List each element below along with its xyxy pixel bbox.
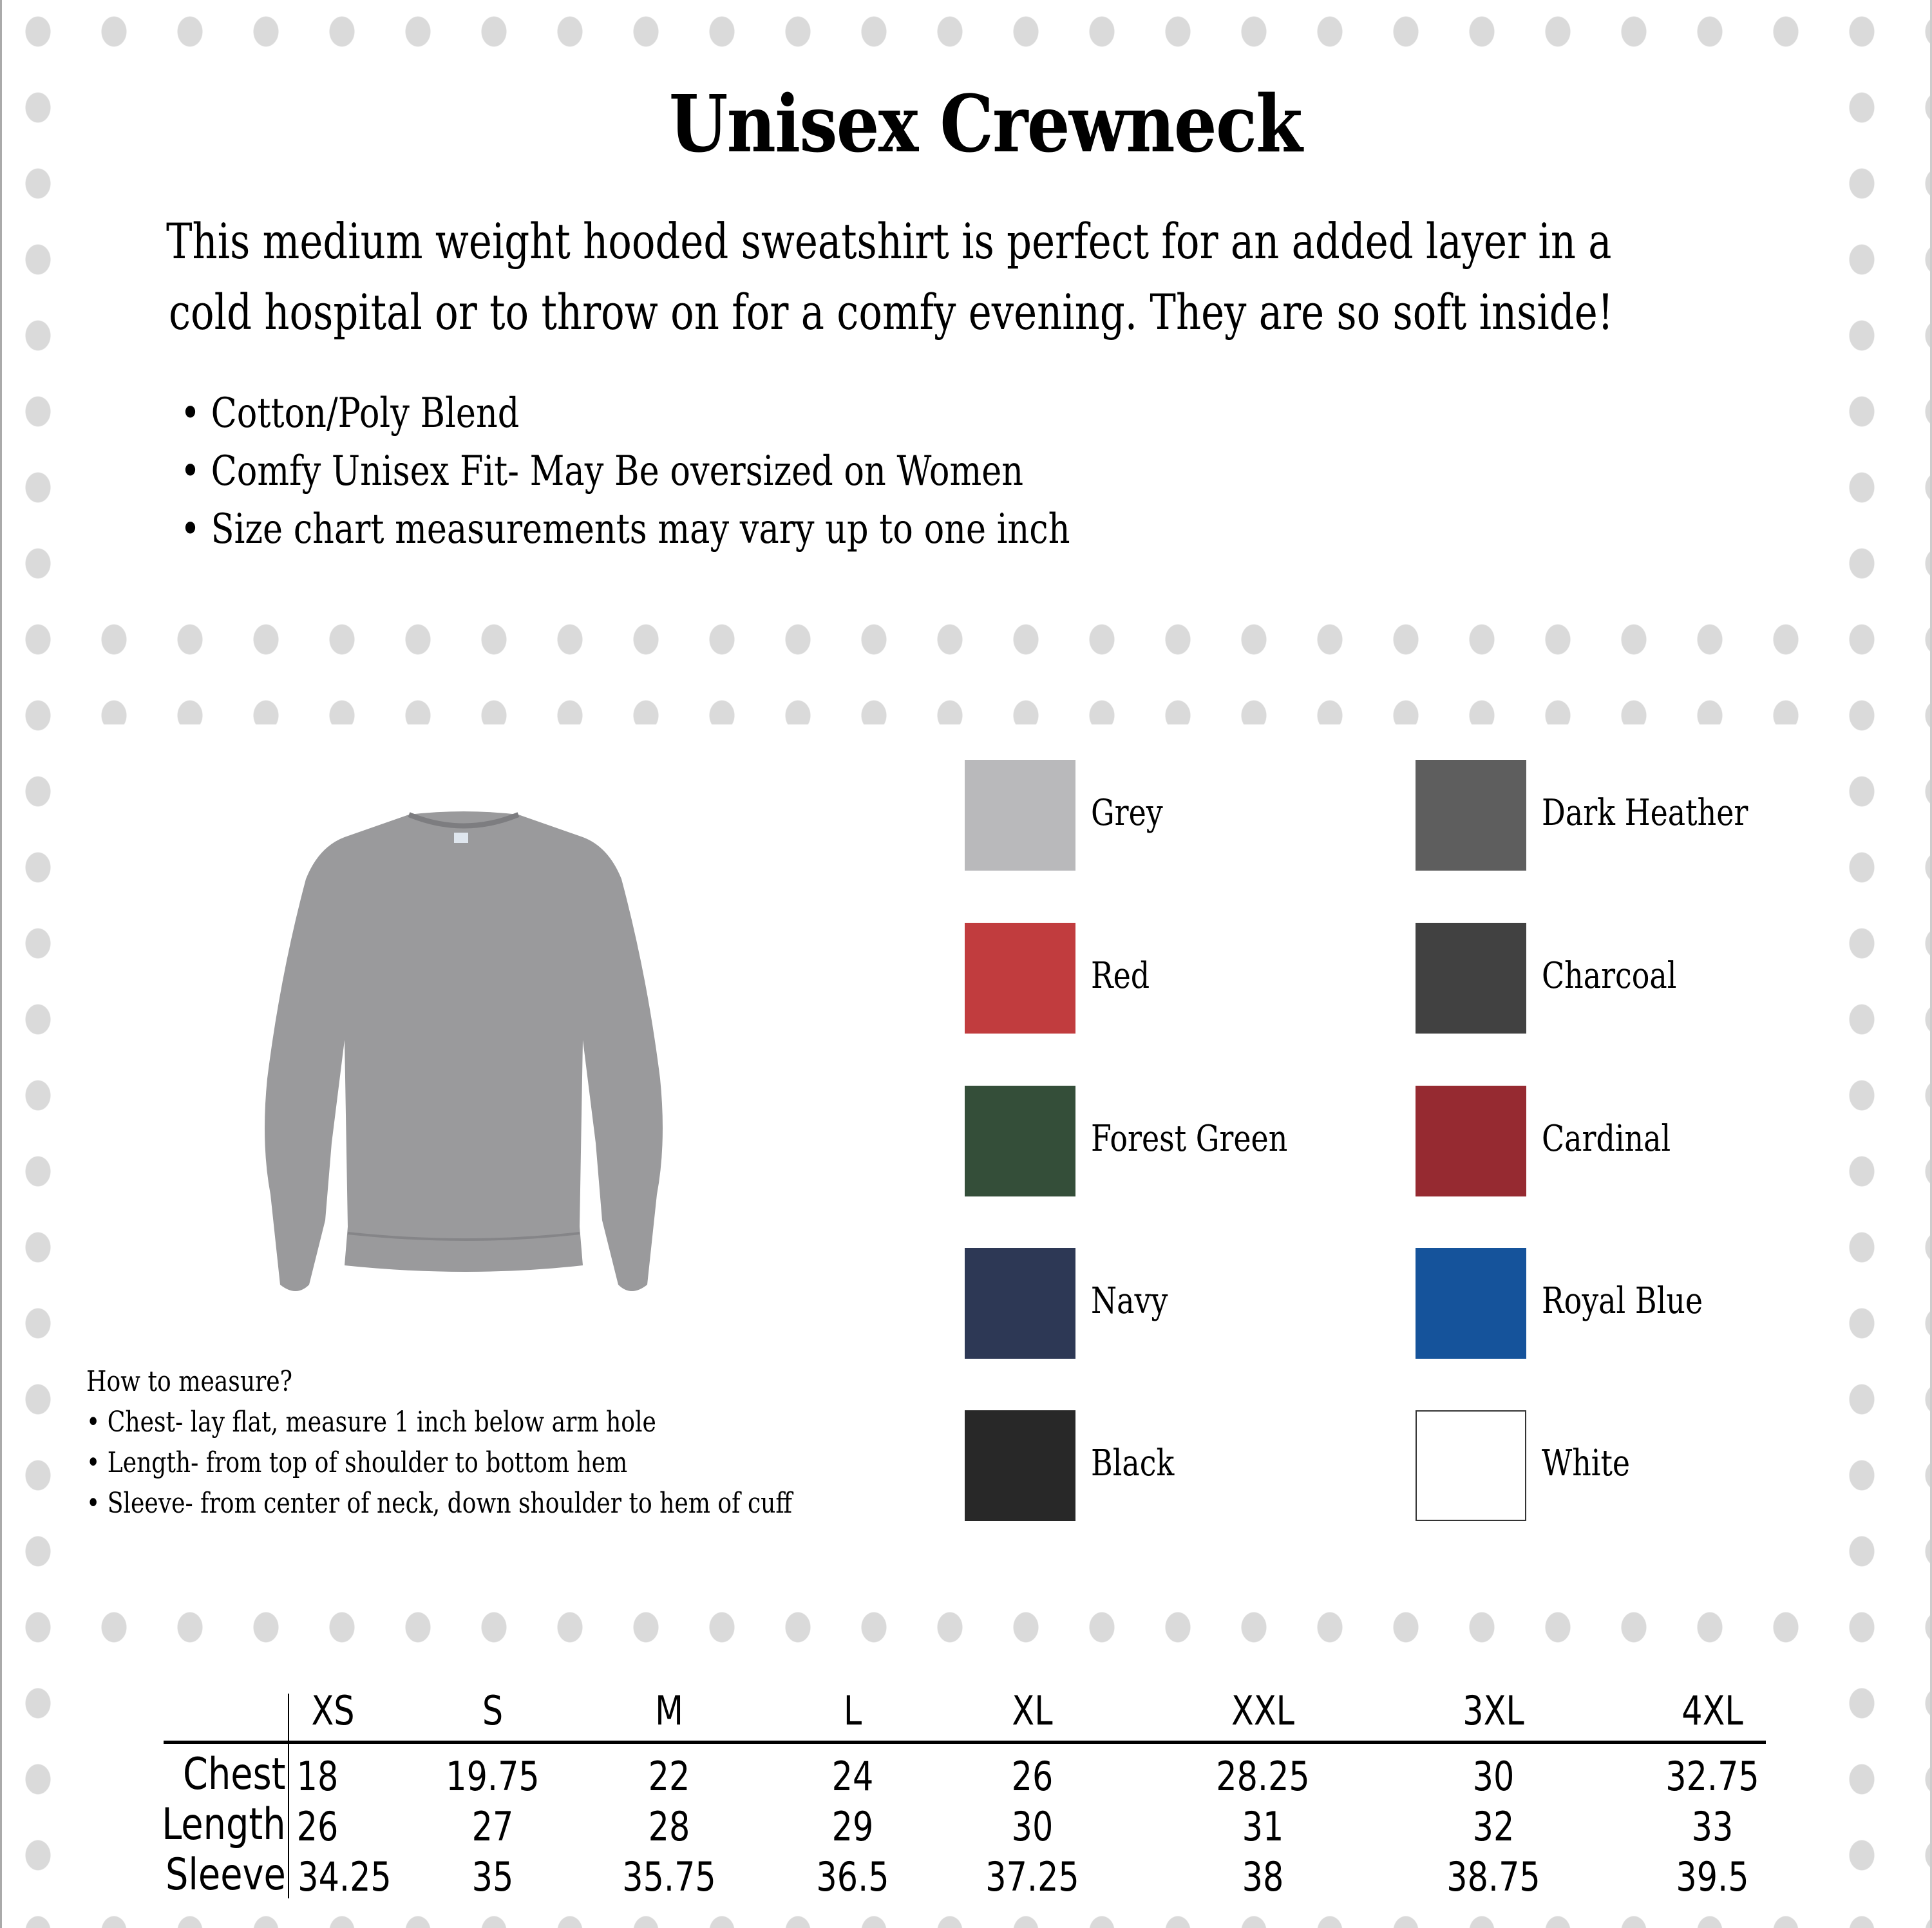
- measurement-cell: 19.75: [446, 1753, 540, 1800]
- measure-instruction: • Length- from top of shoulder to bottom hem: [86, 1446, 628, 1479]
- measurement-label: Length: [162, 1799, 286, 1850]
- color-label: White: [1542, 1442, 1631, 1484]
- size-header: S: [482, 1687, 504, 1734]
- size-header: XL: [1012, 1687, 1053, 1734]
- measurement-cell: 26: [1011, 1753, 1054, 1800]
- size-header: XS: [311, 1687, 355, 1734]
- page-title: Unisex Crewneck: [668, 77, 1302, 170]
- feature-text: Comfy Unisex Fit- May Be oversized on Women: [211, 448, 1024, 495]
- measurement-cell: 30: [1011, 1803, 1054, 1850]
- measurement-cell: 32: [1472, 1803, 1515, 1850]
- size-header: L: [843, 1687, 862, 1734]
- color-swatch-royal-blue[interactable]: [1416, 1248, 1526, 1359]
- color-swatch-dark-heather[interactable]: [1416, 760, 1526, 871]
- color-swatch-red[interactable]: [965, 923, 1075, 1034]
- feature-item: • Size chart measurements may vary up to one inch: [180, 506, 1070, 553]
- color-label: Forest Green: [1091, 1118, 1288, 1160]
- color-swatch-forest-green[interactable]: [965, 1086, 1075, 1196]
- size-header: XXL: [1231, 1687, 1294, 1734]
- measurement-cell: 35: [471, 1853, 514, 1900]
- color-label: Dark Heather: [1542, 792, 1748, 834]
- color-label: Black: [1091, 1442, 1175, 1484]
- measurement-label: Chest: [183, 1749, 286, 1800]
- measure-instruction: • Chest- lay flat, measure 1 inch below arm hole: [86, 1406, 656, 1439]
- description-line: This medium weight hooded sweatshirt is perfect for an added layer in a: [166, 213, 1612, 270]
- measurement-cell: 35.75: [622, 1853, 716, 1900]
- measurement-cell: 34.25: [298, 1853, 392, 1900]
- color-swatch-white[interactable]: [1416, 1410, 1526, 1521]
- feature-item: • Comfy Unisex Fit- May Be oversized on Women: [180, 448, 1024, 495]
- measurement-cell: 26: [296, 1803, 339, 1850]
- measurement-label: Sleeve: [166, 1849, 286, 1900]
- color-label: Grey: [1091, 792, 1163, 834]
- color-label: Red: [1091, 955, 1150, 997]
- measurement-cell: 28: [648, 1803, 690, 1850]
- color-label: Royal Blue: [1542, 1280, 1703, 1322]
- size-chart-header-rule: [164, 1741, 1766, 1744]
- measurement-cell: 36.5: [816, 1853, 889, 1900]
- feature-text: Cotton/Poly Blend: [211, 390, 520, 437]
- description-line: cold hospital or to throw on for a comfy evening. They are so soft inside!: [169, 283, 1614, 341]
- measurement-cell: 37.25: [985, 1853, 1079, 1900]
- color-swatch-black[interactable]: [965, 1410, 1075, 1521]
- measurement-cell: 27: [471, 1803, 514, 1850]
- feature-item: • Cotton/Poly Blend: [180, 390, 520, 437]
- measure-text: Length- from top of shoulder to bottom hem: [107, 1446, 628, 1479]
- size-header: M: [655, 1687, 683, 1734]
- size-header: 4XL: [1681, 1687, 1743, 1734]
- measurement-cell: 32.75: [1665, 1753, 1759, 1800]
- measurement-cell: 22: [648, 1753, 690, 1800]
- measurement-cell: 38: [1242, 1853, 1284, 1900]
- color-swatch-navy[interactable]: [965, 1248, 1075, 1359]
- color-swatch-cardinal[interactable]: [1416, 1086, 1526, 1196]
- size-chart-divider: [288, 1694, 289, 1898]
- color-label: Navy: [1091, 1280, 1168, 1322]
- measurement-cell: 29: [831, 1803, 874, 1850]
- how-to-measure-heading: How to measure?: [86, 1365, 293, 1398]
- measurement-cell: 28.25: [1216, 1753, 1310, 1800]
- measurement-cell: 33: [1691, 1803, 1734, 1850]
- measurement-cell: 18: [296, 1753, 339, 1800]
- measurement-cell: 39.5: [1676, 1853, 1749, 1900]
- measure-instruction: • Sleeve- from center of neck, down shoulder to hem of cuff: [86, 1487, 793, 1520]
- color-label: Charcoal: [1542, 955, 1677, 997]
- measure-text: Sleeve- from center of neck, down shoulder to hem of cuff: [107, 1487, 793, 1520]
- color-swatch-charcoal[interactable]: [1416, 923, 1526, 1034]
- measurement-cell: 38.75: [1446, 1853, 1540, 1900]
- page-border-left: [0, 0, 2, 1928]
- measure-text: Chest- lay flat, measure 1 inch below arm hole: [107, 1406, 656, 1439]
- measurement-cell: 24: [831, 1753, 874, 1800]
- measurement-cell: 30: [1472, 1753, 1515, 1800]
- color-swatch-grey[interactable]: [965, 760, 1075, 871]
- color-label: Cardinal: [1542, 1118, 1671, 1160]
- measurement-cell: 31: [1242, 1803, 1284, 1850]
- size-header: 3XL: [1463, 1687, 1524, 1734]
- feature-text: Size chart measurements may vary up to one inch: [211, 506, 1070, 553]
- sweatshirt-image: [261, 808, 667, 1304]
